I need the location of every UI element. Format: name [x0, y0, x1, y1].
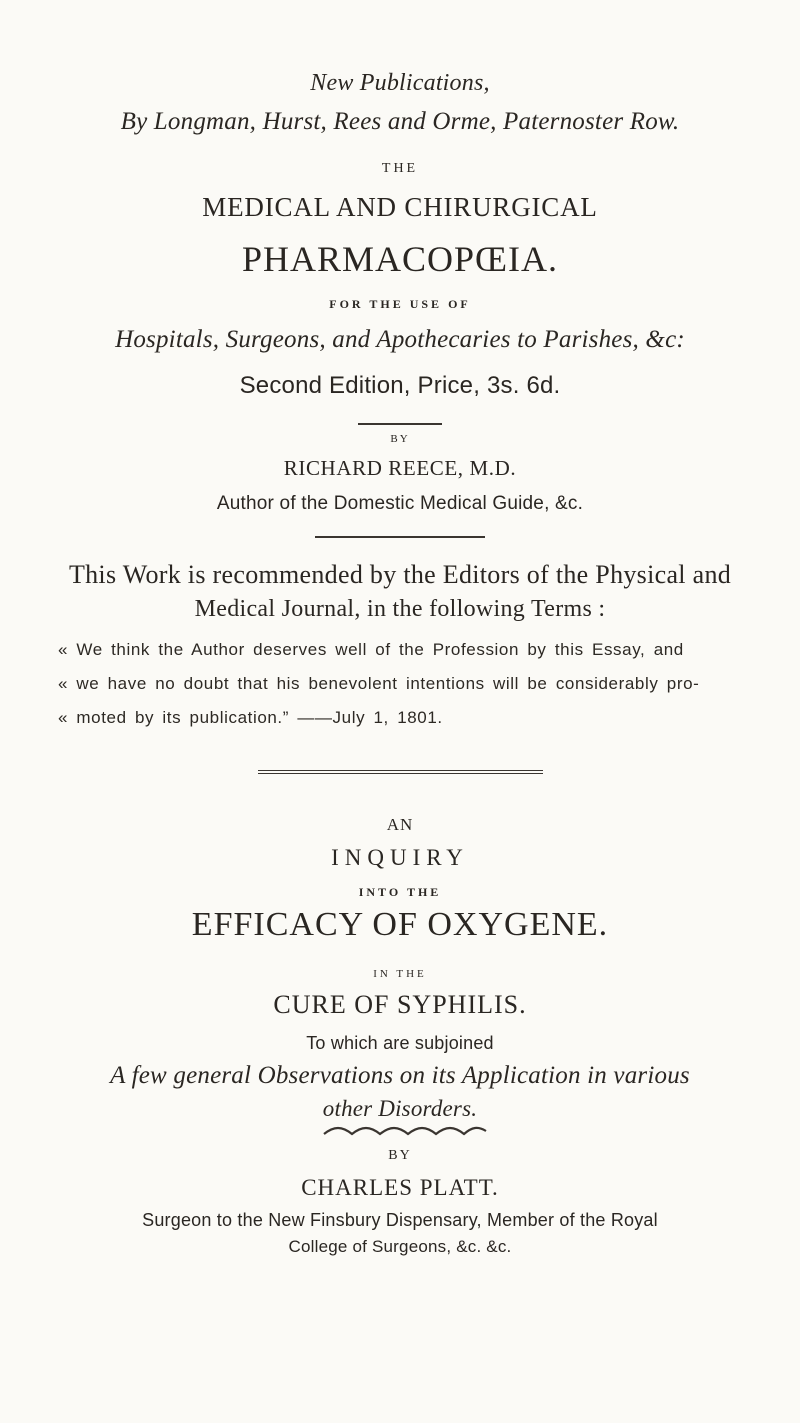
book2-author: CHARLES PLATT.	[301, 1175, 499, 1200]
publisher-line: By Longman, Hurst, Rees and Orme, Paternoster Row.	[120, 108, 680, 135]
book1-for-the-use-of: FOR THE USE OF	[329, 297, 471, 311]
book1-title-line2: PHARMACOPŒIA.	[241, 239, 559, 279]
book2-by: BY	[388, 1148, 412, 1163]
book1-rule-bottom	[315, 536, 485, 538]
book2-inquiry: INQUIRY	[331, 845, 469, 870]
book2-an: AN	[386, 815, 414, 834]
section-divider	[258, 770, 543, 774]
book1-title-line1: MEDICAL AND CHIRURGICAL	[202, 192, 598, 222]
book1-quote-line2: « we have no doubt that his benevolent intentions will be considerably pro-	[58, 674, 700, 693]
book1-quote-line3: « moted by its publication.” ——July 1, 1801.	[58, 708, 443, 727]
book1-author: RICHARD REECE, M.D.	[283, 456, 517, 480]
book1-rule-top	[358, 423, 442, 425]
book1-the: THE	[381, 161, 419, 176]
book2-title-line2: CURE OF SYPHILIS.	[273, 990, 527, 1019]
book1-by: BY	[390, 433, 410, 445]
book2-in-the: IN THE	[373, 968, 427, 980]
book1-author-credit: Author of the Domestic Medical Guide, &c.	[216, 493, 584, 514]
book1-recommendation-line1: This Work is recommended by the Editors of the Physical and	[68, 560, 732, 589]
book1-quote-line1: « We think the Author deserves well of the Profession by this Essay, and	[58, 640, 684, 659]
wave-ornament	[320, 1122, 490, 1138]
book2-author-credit-line1: Surgeon to the New Finsbury Dispensary, Member of the Royal	[142, 1210, 658, 1230]
book2-title-line1: EFFICACY OF OXYGENE.	[191, 906, 609, 943]
book2-subjoined: To which are subjoined	[306, 1033, 494, 1053]
book2-into-the: INTO THE	[358, 885, 442, 899]
book2-author-credit-line2: College of Surgeons, &c. &c.	[288, 1237, 512, 1256]
book1-recommendation-line2: Medical Journal, in the following Terms :	[194, 596, 606, 622]
book1-audience: Hospitals, Surgeons, and Apothecaries to Parishes, &c:	[115, 326, 685, 353]
book2-observations-line1: A few general Observations on its Application in various	[110, 1062, 690, 1089]
book2-observations-line2: other Disorders.	[322, 1096, 478, 1121]
publications-heading: New Publications,	[310, 70, 490, 96]
book1-edition-price: Second Edition, Price, 3s. 6d.	[239, 372, 561, 399]
